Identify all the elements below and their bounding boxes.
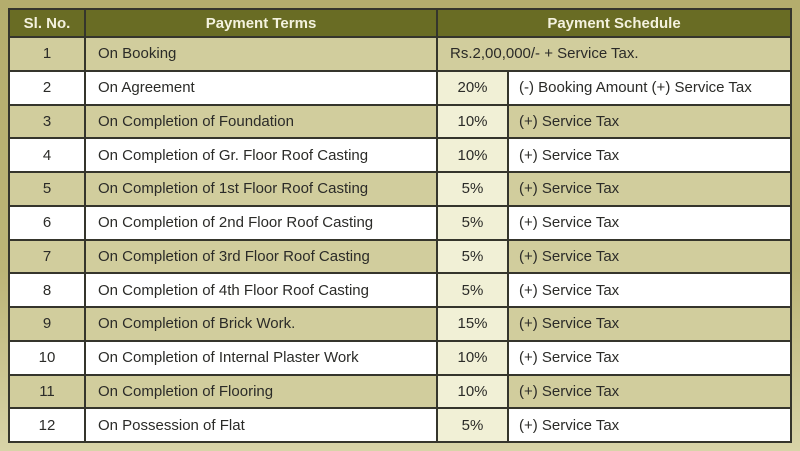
sl-no-cell: 9 <box>9 307 85 341</box>
payment-term-cell: On Completion of Gr. Floor Roof Casting <box>85 138 437 172</box>
percent-cell: 5% <box>437 240 508 274</box>
percent-cell: 10% <box>437 341 508 375</box>
percent-cell: 5% <box>437 172 508 206</box>
schedule-cell: (+) Service Tax <box>508 172 791 206</box>
table-row <box>9 105 791 139</box>
payment-term-cell: On Completion of Internal Plaster Work <box>85 341 437 375</box>
sl-no-cell: 10 <box>9 341 85 375</box>
payment-term-cell: On Completion of 1st Floor Roof Casting <box>85 172 437 206</box>
schedule-cell: (+) Service Tax <box>508 240 791 274</box>
sl-no-cell: 11 <box>9 375 85 409</box>
table-row <box>9 138 791 172</box>
sl-no-cell: 8 <box>9 273 85 307</box>
payment-schedule-table <box>8 8 792 443</box>
table-row <box>9 341 791 375</box>
table-row <box>9 206 791 240</box>
table-row <box>9 408 791 442</box>
schedule-cell: Rs.2,00,000/- + Service Tax. <box>437 37 791 71</box>
schedule-cell: (+) Service Tax <box>508 105 791 139</box>
sl-no-cell: 12 <box>9 408 85 442</box>
schedule-cell: (+) Service Tax <box>508 138 791 172</box>
table-row <box>9 240 791 274</box>
table-row <box>9 37 791 71</box>
percent-cell: 10% <box>437 105 508 139</box>
table-row <box>9 71 791 105</box>
payment-term-cell: On Agreement <box>85 71 437 105</box>
payment-term-cell: On Booking <box>85 37 437 71</box>
payment-term-cell: On Completion of 3rd Floor Roof Casting <box>85 240 437 274</box>
schedule-cell: (+) Service Tax <box>508 408 791 442</box>
sl-no-cell: 5 <box>9 172 85 206</box>
payment-term-cell: On Completion of Brick Work. <box>85 307 437 341</box>
percent-cell: 10% <box>437 138 508 172</box>
sl-no-cell: 3 <box>9 105 85 139</box>
schedule-cell: (+) Service Tax <box>508 206 791 240</box>
header-row <box>9 9 791 37</box>
schedule-cell: (+) Service Tax <box>508 375 791 409</box>
payment-term-cell: On Possession of Flat <box>85 408 437 442</box>
payment-term-cell: On Completion of 4th Floor Roof Casting <box>85 273 437 307</box>
header-sl-no: Sl. No. <box>9 9 85 37</box>
schedule-cell: (+) Service Tax <box>508 341 791 375</box>
schedule-cell: (+) Service Tax <box>508 273 791 307</box>
table-row <box>9 273 791 307</box>
payment-term-cell: On Completion of 2nd Floor Roof Casting <box>85 206 437 240</box>
percent-cell: 20% <box>437 71 508 105</box>
sl-no-cell: 6 <box>9 206 85 240</box>
sl-no-cell: 1 <box>9 37 85 71</box>
sl-no-cell: 2 <box>9 71 85 105</box>
sl-no-cell: 7 <box>9 240 85 274</box>
header-payment-terms: Payment Terms <box>85 9 437 37</box>
percent-cell: 5% <box>437 273 508 307</box>
percent-cell: 5% <box>437 408 508 442</box>
sl-no-cell: 4 <box>9 138 85 172</box>
table-row <box>9 172 791 206</box>
percent-cell: 10% <box>437 375 508 409</box>
table-row <box>9 307 791 341</box>
header-payment-schedule: Payment Schedule <box>437 9 791 37</box>
percent-cell: 5% <box>437 206 508 240</box>
schedule-cell: (+) Service Tax <box>508 307 791 341</box>
percent-cell: 15% <box>437 307 508 341</box>
payment-term-cell: On Completion of Flooring <box>85 375 437 409</box>
payment-term-cell: On Completion of Foundation <box>85 105 437 139</box>
table-row <box>9 375 791 409</box>
schedule-cell: (-) Booking Amount (+) Service Tax <box>508 71 791 105</box>
